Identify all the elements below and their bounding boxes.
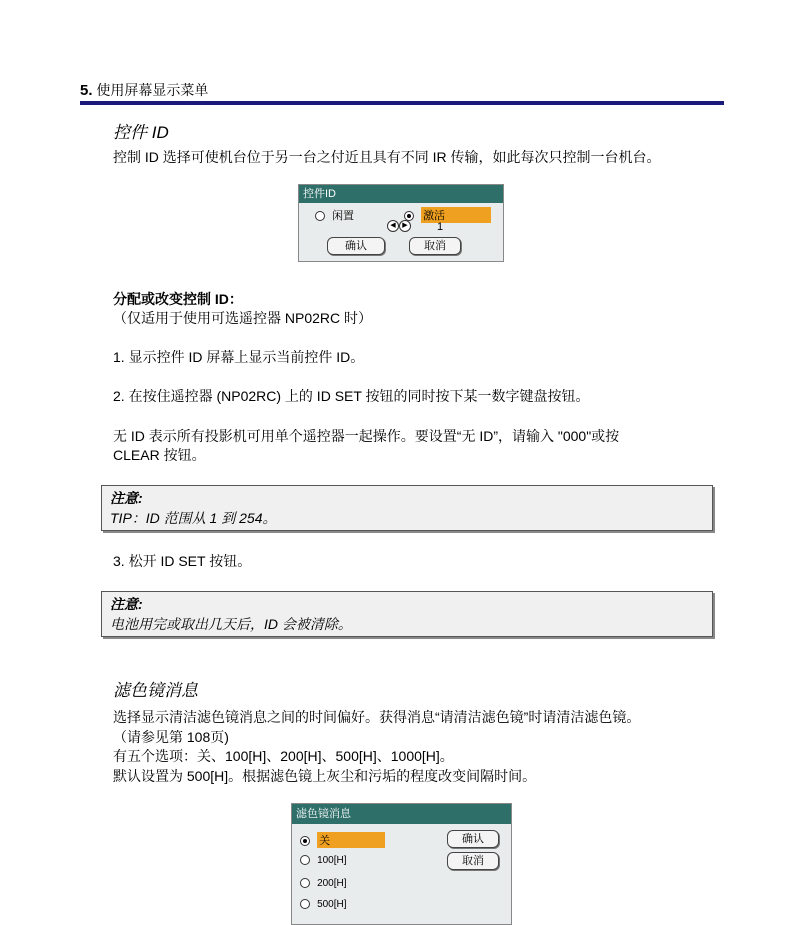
ok-button[interactable]: 确认 — [327, 237, 385, 255]
step-2: 2. 在按住遥控器 (NP02RC) 上的 ID SET 按钮的同时按下某一数字键盘按钮。 — [113, 388, 590, 404]
no-id-text-line2: CLEAR 按钮。 — [113, 447, 206, 463]
note-2-text: 电池用完或取出几天后，ID 会被清除。 — [110, 616, 352, 632]
note-box-2 — [101, 591, 713, 637]
cancel-button[interactable]: 取消 — [409, 237, 461, 255]
control-id-description: 控制 ID 选择可使机台位于另一台之付近且具有不同 IR 传输，如此每次只控制一台机台。 — [113, 149, 661, 165]
note-1-title: 注意: — [110, 490, 143, 506]
step-1: 1. 显示控件 ID 屏幕上显示当前控件 ID。 — [113, 349, 365, 365]
filter-dialog — [291, 803, 512, 925]
header-rule — [80, 101, 724, 105]
radio-filter-100-icon[interactable] — [300, 855, 310, 865]
chapter-number: 5. — [80, 82, 93, 99]
assign-title: 分配或改变控制 ID： — [113, 291, 243, 307]
filter-option-off[interactable] — [300, 832, 385, 848]
filter-ok-button[interactable]: 确认 — [447, 830, 499, 848]
filter-dialog-title: 滤色镜消息 — [292, 804, 511, 824]
radio-filter-200-icon[interactable] — [300, 878, 310, 888]
id-value: 1 — [437, 221, 444, 233]
no-id-text-line1: 无 ID 表示所有投影机可用单个遥控器一起操作。要设置“无 ID”，请输入 "000"或按 — [113, 428, 620, 444]
chapter-header — [80, 80, 208, 100]
decrement-icon[interactable]: ◀ — [387, 220, 399, 232]
note-box-1 — [101, 485, 713, 531]
note-1-text: TIP：ID 范围从 1 到 254。 — [110, 510, 277, 526]
filter-line-2: （请参见第 108页) — [113, 729, 229, 745]
radio-off-icon[interactable] — [315, 211, 325, 221]
section-heading-control-id: 控件 ID — [113, 123, 169, 142]
control-id-dialog-title: 控件ID — [299, 185, 503, 203]
filter-option-off-label: 关 — [317, 832, 385, 848]
filter-option-100-label: 100[H] — [317, 855, 347, 866]
radio-filter-500-icon[interactable] — [300, 899, 310, 909]
filter-option-200[interactable] — [300, 877, 347, 889]
filter-cancel-button[interactable]: 取消 — [447, 852, 499, 870]
radio-filter-off-icon[interactable] — [300, 836, 310, 846]
id-stepper[interactable] — [387, 220, 411, 232]
step-3: 3. 松开 ID SET 按钮。 — [113, 553, 252, 569]
filter-line-3: 有五个选项：关、100[H]、200[H]、500[H]、1000[H]。 — [113, 748, 454, 764]
filter-option-500-label: 500[H] — [317, 899, 347, 910]
option-on[interactable] — [404, 207, 491, 223]
filter-option-200-label: 200[H] — [317, 878, 347, 889]
control-id-dialog — [298, 184, 504, 262]
option-off-label: 闲置 — [332, 210, 355, 222]
filter-line-4: 默认设置为 500[H]。根据滤色镜上灰尘和污垢的程度改变间隔时间。 — [113, 768, 537, 784]
assign-note: （仅适用于使用可选遥控器 NP02RC 时） — [113, 310, 373, 326]
chapter-title: 使用屏幕显示菜单 — [96, 82, 209, 98]
option-on-label: 激活 — [421, 207, 491, 223]
filter-option-500[interactable] — [300, 898, 347, 910]
increment-icon[interactable]: ▶ — [399, 220, 411, 232]
note-2-title: 注意: — [110, 596, 143, 612]
filter-option-100[interactable] — [300, 854, 347, 866]
filter-line-1: 选择显示清洁滤色镜消息之间的时间偏好。获得消息“请清洁滤色镜”时请清洁滤色镜。 — [113, 709, 641, 725]
section-heading-filter: 滤色镜消息 — [113, 681, 198, 700]
option-off[interactable] — [315, 207, 354, 223]
